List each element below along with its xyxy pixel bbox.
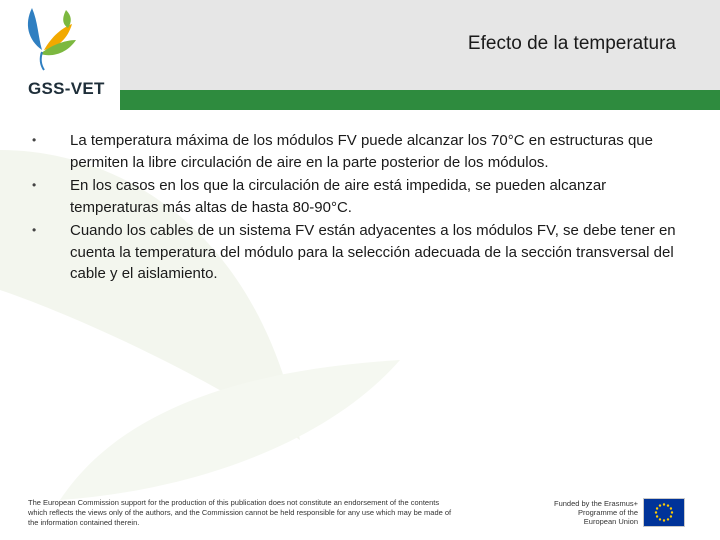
logo-area — [0, 0, 120, 110]
bullet-item — [32, 220, 682, 285]
eu-funding-text: Funded by the Erasmus+ Programme of the European Union — [553, 499, 638, 526]
bullet-text: La temperatura máxima de los módulos FV puede alcanzar los 70°C en estructuras que permiten la libre circulación de aire en la parte posterior de los módulos. — [70, 132, 653, 171]
bullet-text: En los casos en los que la circulación de aire está impedida, se pueden alcanzar temperaturas más altas de hasta 80-90°C. — [70, 177, 607, 216]
logo-text: GSS-VET — [28, 79, 105, 98]
eu-star — [659, 518, 661, 520]
bullet-dot: • — [32, 133, 37, 147]
eu-star — [659, 504, 661, 506]
eu-star — [655, 511, 657, 513]
eu-star — [667, 518, 669, 520]
bullet-dot: • — [32, 178, 37, 192]
eu-star — [663, 503, 665, 505]
eu-star — [671, 511, 673, 513]
eu-star — [667, 504, 669, 506]
bullet-item — [32, 130, 682, 173]
eu-star — [663, 519, 665, 521]
bullet-item — [32, 175, 682, 218]
slide-title: Efecto de la temperatura — [467, 33, 676, 54]
bullet-dot: • — [32, 223, 37, 237]
bullet-text: Cuando los cables de un sistema FV están adyacentes a los módulos FV, se debe tener en cuenta la temperatura del módulo para la selección adecuada de la sección transversal del cable y el aislamiento. — [70, 222, 676, 282]
eu-flag-icon — [643, 498, 685, 527]
footer-disclaimer: The European Commission support for the production of this publication does not constitute an endorsement of the contents which reflects the views only of the authors, and the Commission cannot be held responsible for any use which may be made of the information contained therein. — [28, 498, 452, 527]
bullet-list — [32, 130, 682, 287]
eu-star — [670, 507, 672, 509]
eu-star — [656, 507, 658, 509]
header-green-bar — [120, 90, 720, 110]
eu-star — [670, 515, 672, 517]
eu-star — [656, 515, 658, 517]
gss-vet-leaf-logo-icon — [22, 6, 82, 72]
